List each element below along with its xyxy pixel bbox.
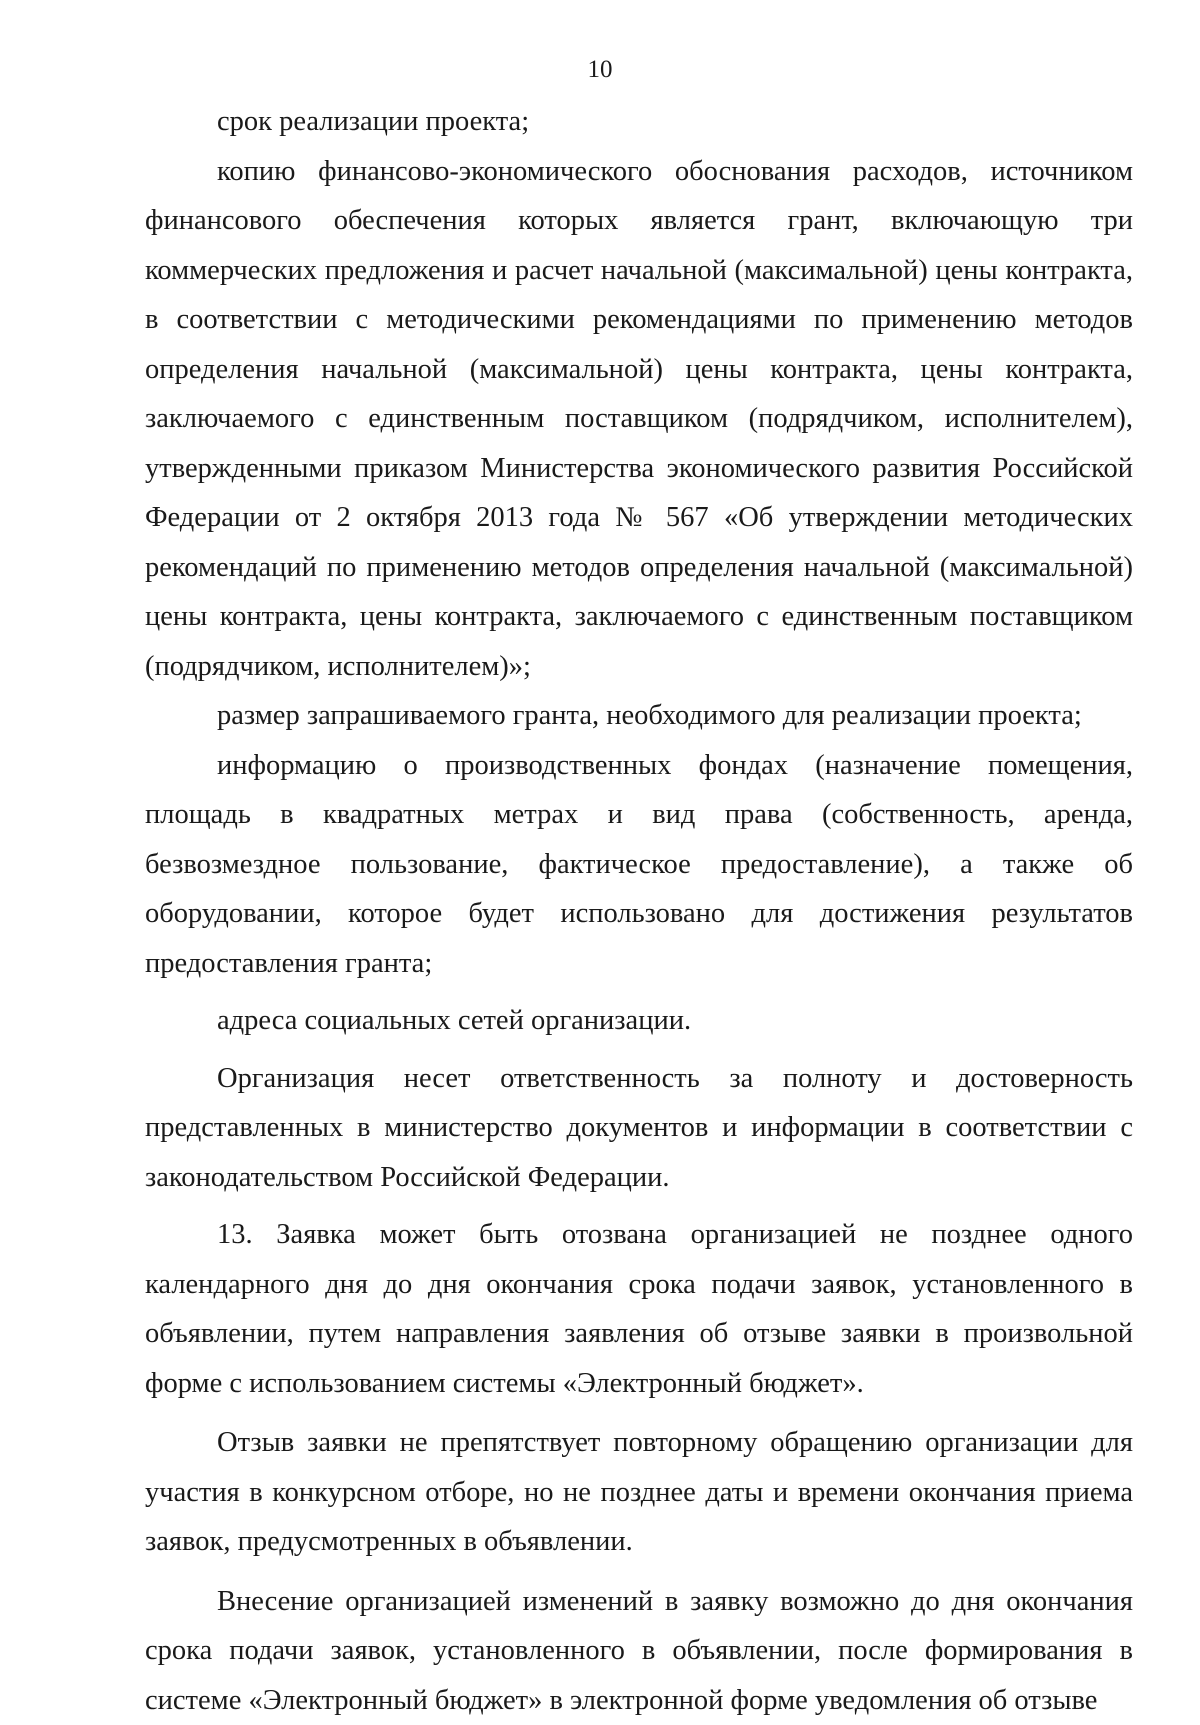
paragraph-application-changes: Внесение организацией изменений в заявку возможно до дня окончания срока подачи заявок, установленного в объявлении, после формирования в системе «Электронный бюджет» в электронной форме уведомления об отзыве <box>145 1577 1133 1725</box>
paragraph-responsibility: Организация несет ответственность за полноту и достоверность представленных в министерство документов и информации в соответствии с законодательством Российской Федерации. <box>145 1054 1133 1203</box>
paragraph-grant-size: размер запрашиваемого гранта, необходимого для реализации проекта; <box>145 691 1133 741</box>
paragraph-project-term: срок реализации проекта; <box>145 97 1133 147</box>
paragraph-production-assets: информацию о производственных фондах (назначение помещения, площадь в квадратных метрах и вид права (собственность, аренда, безвозмездное пользование, фактическое предоставление), а также об оборудовании, которое будет использовано для достижения результатов предоставления гранта; <box>145 741 1133 989</box>
page-number: 10 <box>0 50 1200 90</box>
body-text <box>145 97 1133 1725</box>
paragraph-social-networks: адреса социальных сетей организации. <box>145 996 1133 1046</box>
paragraph-financial-justification: копию финансово-экономического обоснования расходов, источником финансового обеспечения которых является грант, включающую три коммерческих предложения и расчет начальной (максимальной) цены контракта, в соответствии с методическими рекомендациями по применению методов определения начальной (максимальной) цены контракта, цены контракта, заключаемого с единственным поставщиком (подрядчиком, исполнителем), утвержденными приказом Министерства экономического развития Российской Федерации от 2 октября 2013 года № 567 «Об утверждении методических рекомендаций по применению методов определения начальной (максимальной) цены контракта, цены контракта, заключаемого с единственным поставщиком (подрядчиком, исполнителем)»; <box>145 147 1133 692</box>
paragraph-repeat-application: Отзыв заявки не препятствует повторному обращению организации для участия в конкурсном отборе, но не позднее даты и времени окончания приема заявок, предусмотренных в объявлении. <box>145 1418 1133 1567</box>
paragraph-item-13-withdrawal: 13. Заявка может быть отозвана организацией не позднее одного календарного дня до дня окончания срока подачи заявок, установленного в объявлении, путем направления заявления об отзыве заявки в произвольной форме с использованием системы «Электронный бюджет». <box>145 1210 1133 1408</box>
